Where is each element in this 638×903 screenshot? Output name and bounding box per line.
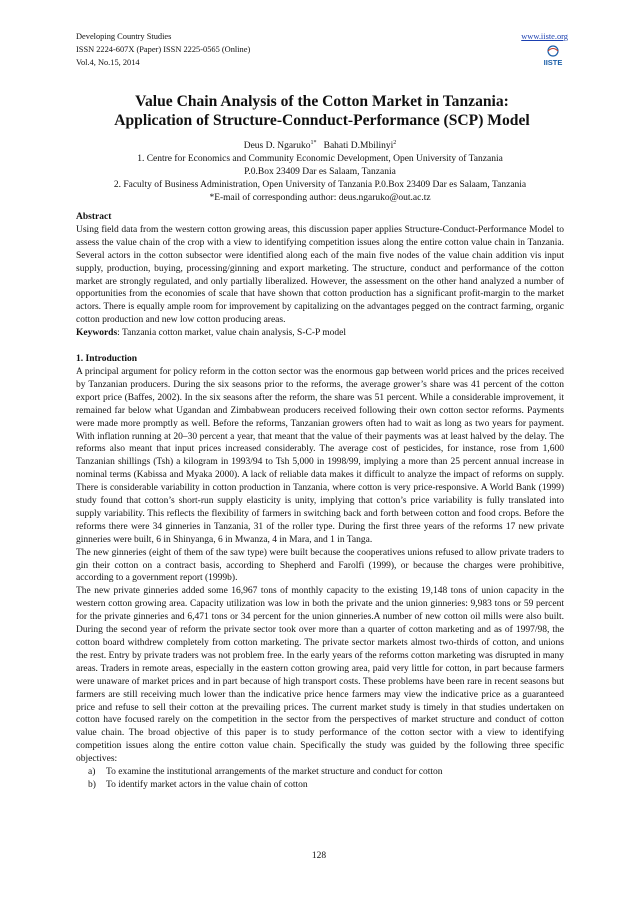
list-marker: b) xyxy=(88,779,96,790)
author-block xyxy=(60,137,580,205)
section-heading-introduction: 1. Introduction xyxy=(76,354,138,365)
author-names xyxy=(60,137,580,153)
logo-text: IISTE xyxy=(543,58,563,67)
title-line-2: Application of Structure-Connduct-Performance (SCP) Model xyxy=(114,112,530,129)
journal-issn: ISSN 2224-607X (Paper) ISSN 2225-0565 (Online) xyxy=(76,45,251,54)
intro-paragraph-1: A principal argument for policy reform in the cotton sector was the enormous gap between world prices and the prices received by Tanzanian producers. During the six seasons prior to the reforms, the average grower’s share was 41 percent of the cotton export price (Baffes, 2002). In the six seasons after the reform, the share was 51 percent. While a considerable improvement, it remained far below what Ugandan and Zimbabwean producers received following their own cotton sector reforms. Payments were made more promptly as well. Before the reforms, Tanzanian growers often had to wait as long as two years for payment. With inflation running at 20–30 percent a year, that meant that the value of their payments was at least halved by the delay. The reforms also meant that input prices increased considerably. The average cost of pesticides, for instance, rose from 1,600 Tanzanian shillings (Tsh) a kilogram in 1993/94 to Tsh 5,000 in 1998/99, implying a more than 25 percent annual increase in nominal terms (Kabissa and Myaka 2000). A lack of reliable data makes it difficult to analyze the impact of reforms on supply. There is considerable variability in cotton production in Tanzania, where cotton is very price-responsive. A World Bank (1999) study found that cotton’s short-run supply elasticity is unity, implying that cotton’s price variability is fully translated into supply variability. This reflects the flexibility of farmers in switching back and forth between cotton and food crops. Before the reforms there were 34 ginneries in Tanzania, 31 of the roller type. During the first three years of the reforms 17 new private ginneries were built, 6 in Shinyanga, 6 in Mwanza, 4 in Mara, and 1 in Tanga. xyxy=(76,366,564,545)
journal-name: Developing Country Studies xyxy=(76,32,172,41)
intro-paragraph-3: The new private ginneries added some 16,967 tons of monthly capacity to the existing 19,148 tons of union capacity in the western cotton growing area. Capacity utilization was low in both the private and the union ginneries: 9,983 tons or 59 percent for the private ginneries and 6,471 tons or 34 percent for the union ginneries.A number of new cotton oil mills were also built. During the second year of reform the private sector took over more than a quarter of cotton marketing and as of 1997/98, the cotton board withdrew completely from cotton marketing. The private sector markets almost two-thirds of cotton, and unions the rest. Entry by private traders was not problem free. In the early years of the reforms cotton marketing was disrupted in many areas. Traders in remote areas, especially in the eastern cotton growing area, paid very little for cotton, in part because farmers were unaware of market prices and in part because of high transport costs. These problems have been rare in recent seasons but farmers are still receiving much lower than the indicative price hence farmers may view the indicative price as a guaranteed price and refuse to sell their cotton at the prevailing prices. The current market study is timely in that studies undertaken on cotton have focused rarely on the competition in the sector from the perspectives of market structure and conduct of cotton value chain. The broad objective of this paper is to study performance of the cotton sector with a view to identifying competition issues along the entire cotton value chain. Specifically the study was guided by the following three specific objectives: xyxy=(76,586,564,765)
affiliation-1: 1. Centre for Economics and Community Economic Development, Open University of Tanzania xyxy=(137,154,503,165)
author-1: Deus D. Ngaruko xyxy=(243,141,311,152)
list-item xyxy=(76,766,564,779)
keywords-label: Keywords xyxy=(76,328,118,339)
keywords-line xyxy=(76,327,564,340)
author-2: Bahati D.Mbilinyi xyxy=(323,141,394,152)
journal-volume: Vol.4, No.15, 2014 xyxy=(76,58,140,67)
objectives-list xyxy=(76,766,564,792)
keywords-text: : Tanzania cotton market, value chain analysis, S-C-P model xyxy=(117,328,347,339)
list-marker: a) xyxy=(88,767,96,778)
abstract-heading: Abstract xyxy=(76,212,112,222)
paper-body xyxy=(76,211,564,792)
list-item xyxy=(76,779,564,792)
affiliation-1-address: P.0.Box 23409 Dar es Salaam, Tanzania xyxy=(244,167,396,178)
corresponding-email: *E-mail of corresponding author: deus.ngaruko@out.ac.tz xyxy=(209,193,431,204)
journal-header xyxy=(76,30,250,69)
author-1-sup: 1* xyxy=(310,140,317,146)
affiliation-2: 2. Faculty of Business Administration, Open University of Tanzania P.0.Box 23409 Dar es Salaam, Tanzania xyxy=(113,180,527,191)
title-line-1: Value Chain Analysis of the Cotton Market in Tanzania: xyxy=(135,93,509,110)
page-number: 128 xyxy=(311,851,327,861)
list-item-text: To examine the institutional arrangements of the market structure and conduct for cotton xyxy=(106,767,443,778)
journal-header-right xyxy=(521,30,568,71)
paper-title xyxy=(76,92,568,130)
journal-url-link[interactable]: www.iiste.org xyxy=(521,32,568,41)
list-item-text: To identify market actors in the value chain of cotton xyxy=(106,779,308,790)
author-2-sup: 2 xyxy=(393,140,397,146)
iiste-logo xyxy=(540,45,566,71)
abstract-text: Using field data from the western cotton growing areas, this discussion paper applies Structure-Conduct-Performance Model to assess the value chain of the crop with a view to identifying competition issues along the entire cotton value chain in Tanzania. Several actors in the cotton subsector were identified along each of the main five nodes of the value chain addition vis input supply, production, buying, processing/ginning and export marketing. The structure, conduct and performance of the cotton market are strongly regulated, and only partially liberalized. However, the assessment on the other hand analyzed a number of opportunities from the economies of scale that have shown that cotton production has a significant profit-margin to the market actors. There is equally ample room for improvement by capitalizing on the advantages pegged on the contract farming, organic cotton production and new low cotton producing areas. xyxy=(76,224,564,326)
intro-paragraph-2: The new ginneries (eight of them of the saw type) were built because the cooperatives unions refused to allow private traders to gin their cotton on a contract basis, according to Shepherd and Farolfi (1999), or because the charges were prohibitive, according to a government report (1999b). xyxy=(76,547,564,584)
